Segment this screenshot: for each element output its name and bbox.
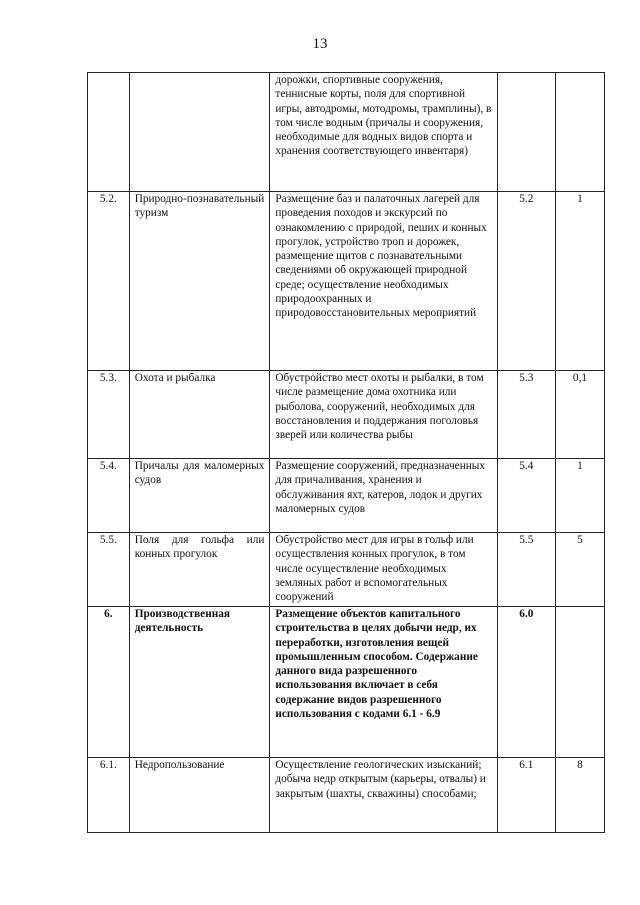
use-type-name: Поля для гольфа или конных прогулок <box>129 533 270 607</box>
use-type-description <box>270 758 497 833</box>
table-row <box>88 533 605 607</box>
use-type-name: Причалы для маломерных судов <box>129 459 270 533</box>
use-type-name: Природно-познавательный туризм <box>129 192 270 371</box>
use-type-name: Недропользование <box>129 758 270 833</box>
use-type-description: Обустройство мест охоты и рыбалки, в том числе размещение дома охотника или рыболова, сооружений, необходимых для восстановления и поддержания поголовья зверей или количества рыбы <box>270 371 497 459</box>
row-number: 5.4. <box>88 459 130 533</box>
description-line: Осуществление геологических изысканий; <box>275 759 482 771</box>
table-row <box>88 758 605 833</box>
row-number: 5.5. <box>88 533 130 607</box>
table-row <box>88 371 605 459</box>
row-number <box>88 73 130 192</box>
row-number: 6. <box>88 607 130 758</box>
use-type-value: 5 <box>555 533 604 607</box>
row-number: 6.1. <box>88 758 130 833</box>
table-row <box>88 459 605 533</box>
use-type-code: 6.0 <box>497 607 555 758</box>
use-type-description: Размещение баз и палаточных лагерей для проведения походов и экскурсий по ознакомлению с природой, пеших и конных прогулок, устройство троп и дорожек, размещение щитов с познавательными сведениями об окружающей природной среде; осуществление необходимых природоохранных и природовосстановительных мероприятий <box>270 192 497 371</box>
row-number: 5.2. <box>88 192 130 371</box>
use-type-name <box>129 73 270 192</box>
use-type-code: 5.5 <box>497 533 555 607</box>
use-type-name: Охота и рыбалка <box>129 371 270 459</box>
use-type-code: 5.4 <box>497 459 555 533</box>
use-type-code: 6.1 <box>497 758 555 833</box>
use-type-value: 8 <box>555 758 604 833</box>
use-type-value: 1 <box>555 192 604 371</box>
row-number: 5.3. <box>88 371 130 459</box>
use-type-description: Размещение сооружений, предназначенных для причаливания, хранения и обслуживания яхт, катеров, лодок и других маломерных судов <box>270 459 497 533</box>
use-type-value <box>555 607 604 758</box>
use-type-value: 1 <box>555 459 604 533</box>
use-type-description: Размещение объектов капитального строительства в целях добычи недр, их переработки, изготовления вещей промышленным способом. Содержание данного вида разрешенного использования включает в себя содержание видов разрешенного использования с кодами 6.1 - 6.9 <box>270 607 497 758</box>
table-row <box>88 73 605 192</box>
use-type-name: Производственная деятельность <box>129 607 270 758</box>
use-type-value <box>555 73 604 192</box>
use-type-code: 5.3 <box>497 371 555 459</box>
land-use-table <box>87 72 605 833</box>
table-row <box>88 607 605 758</box>
table-row <box>88 192 605 371</box>
page-number: 13 <box>312 36 328 52</box>
use-type-code: 5.2 <box>497 192 555 371</box>
use-type-value: 0,1 <box>555 371 604 459</box>
use-type-code <box>497 73 555 192</box>
use-type-description: Обустройство мест для игры в гольф или осуществления конных прогулок, в том числе осуществление необходимых земляных работ и вспомогательных сооружений <box>270 533 497 607</box>
use-type-description: дорожки, спортивные сооружения, теннисные корты, поля для спортивной игры, автодромы, мотодромы, трамплины), в том числе водным (причалы и сооружения, необходимые для водных видов спорта и хранения соответствующего инвентаря) <box>270 73 497 192</box>
description-line: добыча недр открытым (карьеры, отвалы) и закрытым (шахты, скважины) способами; <box>275 773 486 800</box>
